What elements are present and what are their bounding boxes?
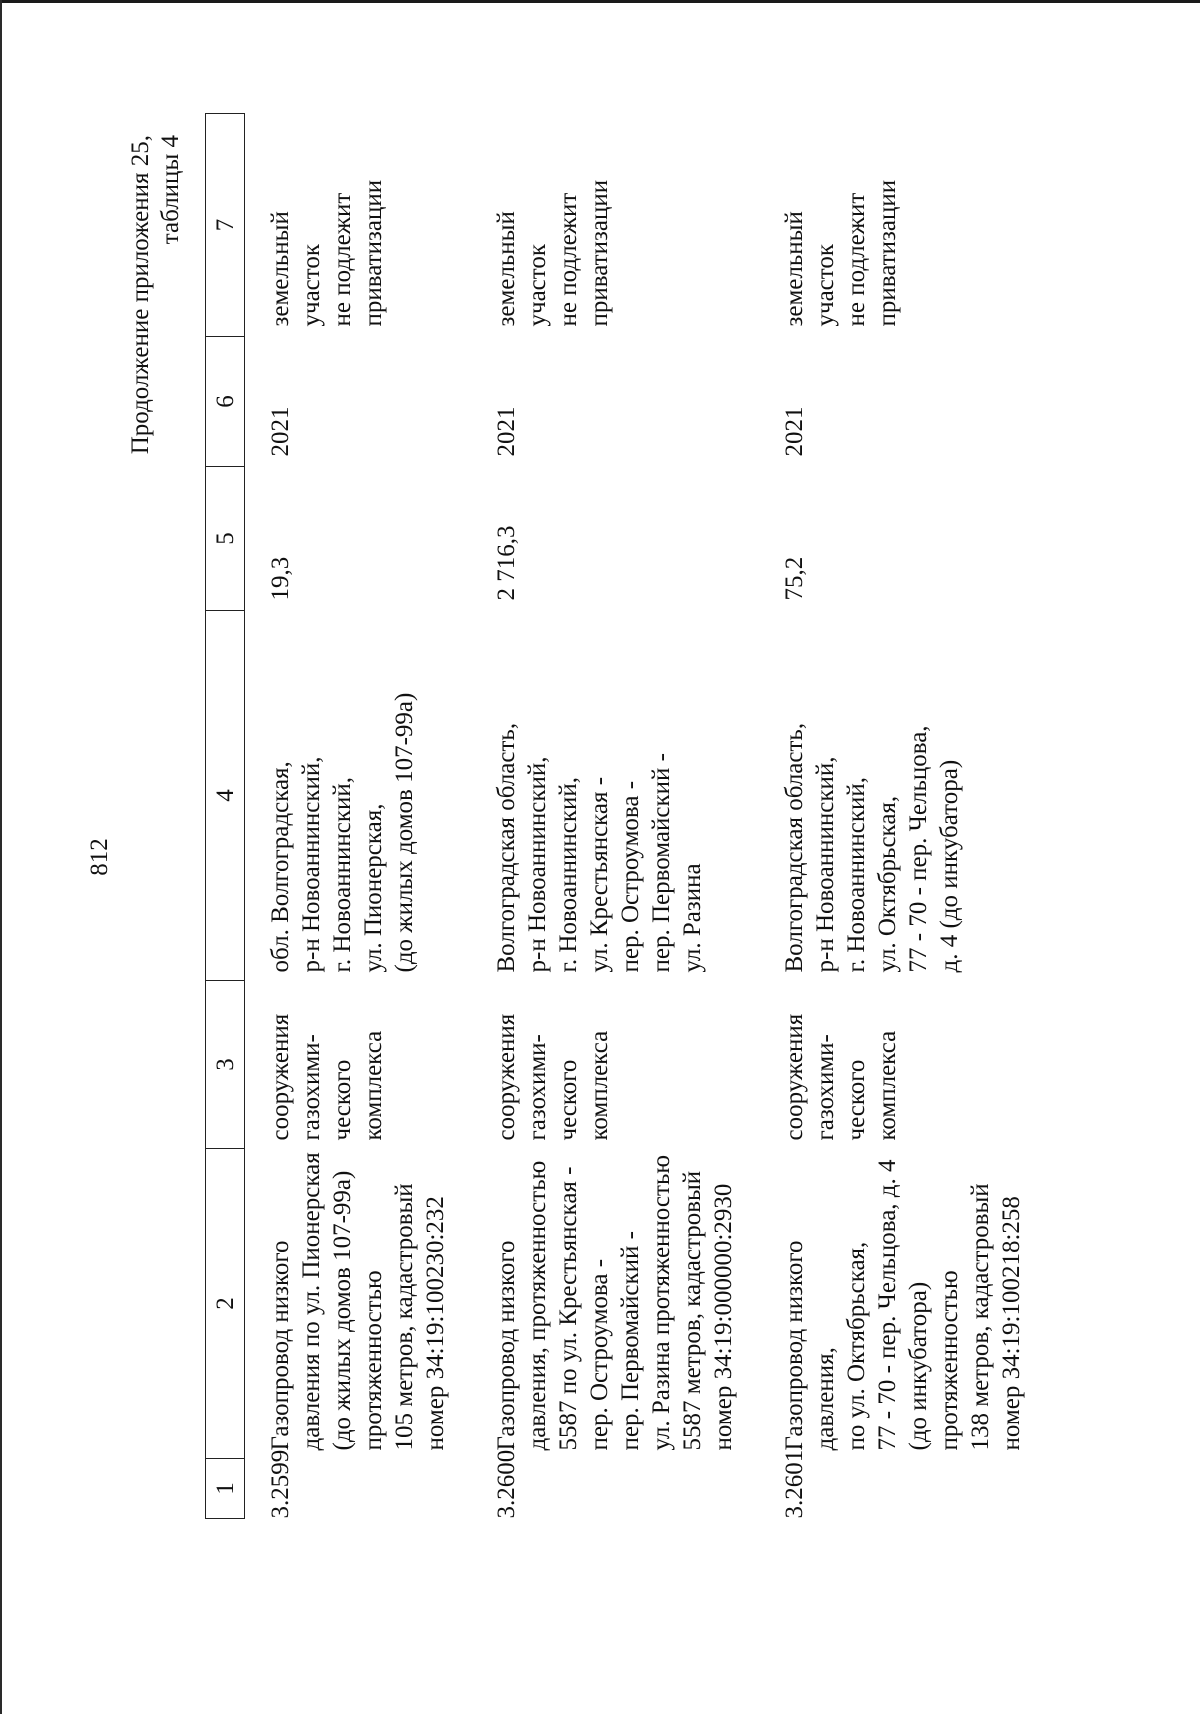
address-cell-line: пер. Первомайский - bbox=[648, 753, 675, 973]
value-cell bbox=[245, 467, 472, 611]
object-name-cell-line: 5587 по ул. Крестьянская - bbox=[555, 1166, 582, 1451]
address-cell-line: г. Новоаннинский, bbox=[329, 777, 356, 973]
object-name-cell-line: 5587 метров, кадастровый bbox=[679, 1170, 706, 1451]
object-name-cell-line: давления по ул. Пионерская bbox=[298, 1152, 325, 1451]
address-cell-line: г. Новоаннинский, bbox=[555, 777, 582, 973]
object-name-cell-line: 138 метров, кадастровый bbox=[967, 1183, 994, 1451]
object-name-cell bbox=[245, 1149, 472, 1459]
year-cell bbox=[471, 337, 759, 467]
header-col-7: 7 bbox=[206, 114, 245, 337]
note-cell-line: участок bbox=[298, 243, 325, 327]
address-cell-line: Волгоградская область, bbox=[781, 722, 808, 973]
object-type-cell-line: комплекса bbox=[360, 1030, 387, 1141]
header-col-5: 5 bbox=[206, 467, 245, 611]
year-cell-value: 2021 bbox=[493, 406, 520, 457]
note-cell-line: приватизации bbox=[874, 179, 901, 327]
object-type-cell-line: газохими- bbox=[812, 1034, 839, 1141]
value-cell bbox=[759, 467, 1047, 611]
object-type-cell bbox=[471, 981, 759, 1149]
address-cell bbox=[759, 611, 1047, 981]
object-name-cell-line: 77 - 70 - пер. Чельцова, д. 4 bbox=[874, 1159, 901, 1451]
object-name-cell-line: Газопровод низкого bbox=[493, 1240, 520, 1451]
row-number: 3.2600. bbox=[493, 1443, 520, 1519]
address-cell-line: обл. Волгоградская, bbox=[267, 761, 294, 973]
note-cell-line: не подлежит bbox=[555, 192, 582, 327]
address-cell-line: Волгоградская область, bbox=[493, 722, 520, 973]
object-type-cell-line: сооружения bbox=[781, 1013, 808, 1141]
table-row bbox=[759, 114, 1047, 1519]
registry-table bbox=[205, 113, 1047, 1519]
object-type-cell-line: сооружения bbox=[493, 1013, 520, 1141]
table-row bbox=[245, 114, 472, 1519]
object-name-cell-line: давления, протяженностью bbox=[524, 1160, 551, 1451]
address-cell bbox=[245, 611, 472, 981]
object-name-cell-line: ул. Разина протяженностью bbox=[648, 1154, 675, 1451]
row-number-cell bbox=[759, 1443, 1047, 1519]
row-number: 3.2601. bbox=[781, 1443, 808, 1519]
object-type-cell bbox=[759, 981, 1047, 1149]
object-name-cell bbox=[471, 1149, 759, 1459]
header-col-2: 2 bbox=[206, 1149, 245, 1459]
year-cell bbox=[759, 337, 1047, 467]
row-number-cell bbox=[245, 1443, 472, 1519]
value-cell-value: 75,2 bbox=[781, 556, 808, 601]
address-cell-line: ул. Октябрьская, bbox=[874, 795, 901, 973]
table-row bbox=[471, 114, 759, 1519]
note-cell-line: приватизации bbox=[586, 179, 613, 327]
object-name-cell-line: пер. Первомайский - bbox=[617, 1231, 644, 1451]
continuation-line-1: Продолжение приложения 25, bbox=[127, 135, 154, 455]
note-cell-line: приватизации bbox=[360, 179, 387, 327]
address-cell-line: пер. Остроумова - bbox=[617, 780, 644, 973]
header-col-6: 6 bbox=[206, 337, 245, 467]
object-type-cell-line: газохими- bbox=[298, 1034, 325, 1141]
object-type-cell-line: ческого bbox=[843, 1059, 870, 1141]
note-cell-line: не подлежит bbox=[843, 192, 870, 327]
object-type-cell bbox=[245, 981, 472, 1149]
address-cell-line: г. Новоаннинский, bbox=[843, 777, 870, 973]
row-number: 3.2599. bbox=[267, 1443, 294, 1519]
header-col-3: 3 bbox=[206, 981, 245, 1149]
object-name-cell-line: по ул. Октябрьская, bbox=[843, 1241, 870, 1451]
object-name-cell-line: протяженностью bbox=[936, 1270, 963, 1451]
value-cell bbox=[471, 467, 759, 611]
year-cell-value: 2021 bbox=[781, 406, 808, 457]
object-type-cell-line: газохими- bbox=[524, 1034, 551, 1141]
header-col-1: 1 bbox=[206, 1459, 245, 1519]
year-cell bbox=[245, 337, 472, 467]
address-cell bbox=[471, 611, 759, 981]
header-row bbox=[206, 114, 245, 1519]
object-type-cell-line: комплекса bbox=[874, 1030, 901, 1141]
note-cell bbox=[245, 114, 472, 337]
continuation-line-2: таблицы 4 bbox=[157, 135, 184, 245]
continuation-note bbox=[126, 135, 186, 454]
note-cell-line: не подлежит bbox=[329, 192, 356, 327]
object-name-cell bbox=[759, 1149, 1047, 1459]
object-name-cell-line: пер. Остроумова - bbox=[586, 1258, 613, 1451]
note-cell-line: земельный bbox=[493, 211, 520, 327]
object-name-cell-line: номер 34:19:100218:258 bbox=[998, 1196, 1025, 1451]
address-cell-line: (до жилых домов 107-99а) bbox=[391, 692, 418, 973]
object-name-cell-line: (до инкубатора) bbox=[905, 1281, 932, 1451]
note-cell-line: земельный bbox=[267, 211, 294, 327]
note-cell-line: земельный bbox=[781, 211, 808, 327]
object-name-cell-line: (до жилых домов 107-99а) bbox=[329, 1170, 356, 1451]
value-cell-value: 19,3 bbox=[267, 556, 294, 601]
note-cell-line: участок bbox=[812, 243, 839, 327]
address-cell-line: ул. Пионерская, bbox=[360, 803, 387, 973]
object-name-cell-line: Газопровод низкого bbox=[781, 1240, 808, 1451]
object-type-cell-line: ческого bbox=[555, 1059, 582, 1141]
object-name-cell-line: 105 метров, кадастровый bbox=[391, 1183, 418, 1451]
note-cell bbox=[471, 114, 759, 337]
row-number-cell bbox=[471, 1443, 759, 1519]
object-type-cell-line: сооружения bbox=[267, 1013, 294, 1141]
address-cell-line: 77 - 70 - пер. Чельцова, bbox=[905, 725, 932, 973]
address-cell-line: д. 4 (до инкубатора) bbox=[936, 759, 963, 973]
address-cell-line: р-н Новоаннинский, bbox=[812, 756, 839, 973]
object-type-cell-line: комплекса bbox=[586, 1030, 613, 1141]
address-cell-line: ул. Крестьянская - bbox=[586, 776, 613, 973]
object-name-cell-line: Газопровод низкого bbox=[267, 1240, 294, 1451]
object-name-cell-line: номер 34:19:100230:232 bbox=[422, 1196, 449, 1451]
note-cell bbox=[759, 114, 1047, 337]
note-cell-line: участок bbox=[524, 243, 551, 327]
address-cell-line: р-н Новоаннинский, bbox=[524, 756, 551, 973]
header-col-4: 4 bbox=[206, 611, 245, 981]
page-number: 812 bbox=[86, 838, 113, 876]
year-cell-value: 2021 bbox=[267, 406, 294, 457]
address-cell-line: р-н Новоаннинский, bbox=[298, 756, 325, 973]
object-type-cell-line: ческого bbox=[329, 1059, 356, 1141]
object-name-cell-line: номер 34:19:000000:2930 bbox=[710, 1183, 737, 1451]
value-cell-value: 2 716,3 bbox=[493, 525, 520, 601]
object-name-cell-line: протяженностью bbox=[360, 1270, 387, 1451]
address-cell-line: ул. Разина bbox=[679, 863, 706, 973]
object-name-cell-line: давления, bbox=[812, 1347, 839, 1451]
